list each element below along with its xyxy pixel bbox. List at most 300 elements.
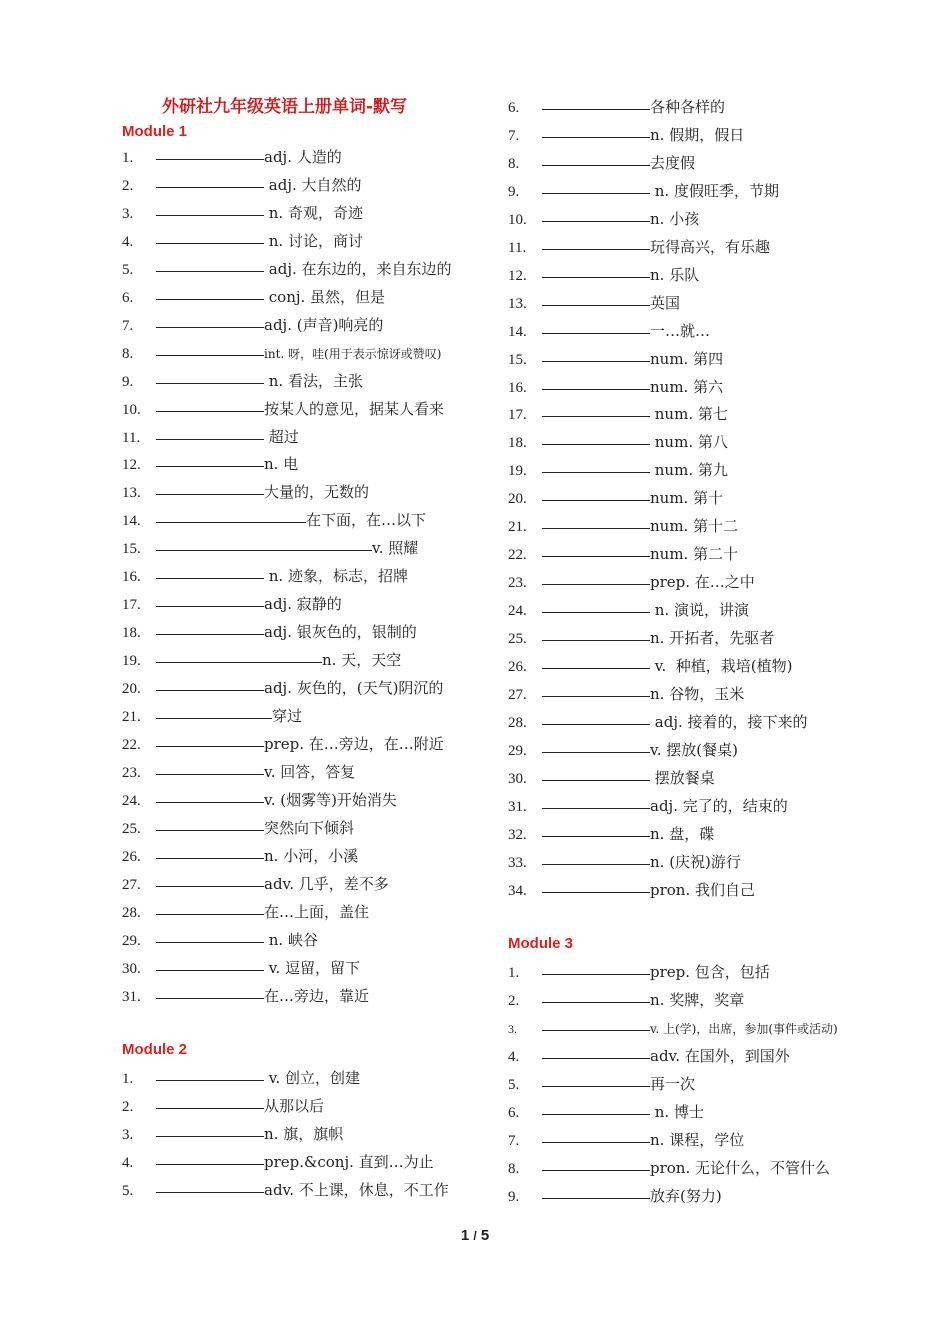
item-number: 20. bbox=[508, 491, 527, 508]
item-number: 18. bbox=[508, 435, 527, 452]
answer-blank[interactable] bbox=[542, 682, 650, 697]
item-number: 9. bbox=[508, 183, 520, 200]
item-number: 17. bbox=[122, 597, 141, 614]
item-definition: num. 第七 bbox=[650, 405, 728, 424]
item-number: 28. bbox=[508, 714, 527, 731]
answer-blank[interactable] bbox=[542, 1072, 650, 1087]
answer-blank[interactable] bbox=[156, 145, 264, 160]
item-number: 8. bbox=[122, 345, 134, 362]
vocab-item bbox=[122, 478, 369, 506]
item-number: 32. bbox=[508, 826, 527, 843]
vocab-item bbox=[122, 618, 417, 646]
vocab-item bbox=[122, 786, 397, 814]
item-number: 8. bbox=[508, 1160, 520, 1177]
item-definition: adj. 接着的，接下来的 bbox=[650, 712, 808, 731]
item-definition: prep. 在…之中 bbox=[650, 573, 755, 592]
item-definition: pron. 无论什么，不管什么 bbox=[650, 1158, 831, 1177]
answer-blank[interactable] bbox=[542, 291, 650, 306]
item-definition: adj. 完了的，结束的 bbox=[650, 796, 788, 815]
item-number: 27. bbox=[122, 876, 141, 893]
item-definition: 各种各样的 bbox=[650, 98, 726, 116]
vocab-item bbox=[122, 367, 363, 395]
vocab-item bbox=[122, 311, 383, 339]
item-definition: 突然向下倾斜 bbox=[264, 818, 355, 837]
item-number: 10. bbox=[508, 211, 527, 228]
answer-blank[interactable] bbox=[156, 816, 264, 831]
item-number: 1. bbox=[122, 150, 134, 166]
item-definition: n. 天，天空 bbox=[322, 651, 402, 670]
item-definition: 英国 bbox=[650, 293, 681, 312]
vocab-item bbox=[122, 450, 298, 478]
vocab-item bbox=[508, 792, 788, 820]
item-definition: n. 峡谷 bbox=[264, 930, 318, 949]
item-definition: v. 照耀 bbox=[372, 539, 419, 558]
vocab-item bbox=[122, 842, 358, 870]
answer-blank[interactable] bbox=[542, 151, 650, 166]
item-number: 15. bbox=[508, 351, 527, 368]
answer-blank[interactable] bbox=[542, 319, 650, 334]
answer-blank[interactable] bbox=[156, 508, 306, 523]
answer-blank[interactable] bbox=[156, 341, 264, 356]
module-heading: Module 3 bbox=[508, 935, 574, 952]
answer-blank[interactable] bbox=[542, 179, 650, 194]
item-definition: v. 逗留，留下 bbox=[264, 958, 360, 977]
vocab-item bbox=[122, 534, 418, 562]
item-number: 19. bbox=[508, 463, 527, 480]
page-current: 1 bbox=[460, 1227, 470, 1244]
item-number: 7. bbox=[122, 317, 134, 334]
page-number bbox=[0, 1227, 950, 1244]
item-definition: v. 种植，栽培(植物) bbox=[650, 657, 793, 675]
item-definition: adj. 灰色的，(天气)阴沉的 bbox=[264, 679, 444, 698]
item-definition: num. 第四 bbox=[650, 349, 724, 368]
item-number: 30. bbox=[508, 770, 527, 787]
item-definition: num. 第九 bbox=[650, 461, 728, 480]
answer-blank[interactable] bbox=[156, 620, 264, 635]
vocab-item bbox=[122, 730, 444, 758]
vocab-item bbox=[122, 954, 360, 982]
answer-blank[interactable] bbox=[156, 900, 264, 915]
answer-blank[interactable] bbox=[156, 369, 264, 384]
vocab-item bbox=[508, 317, 710, 345]
vocab-item bbox=[508, 428, 728, 456]
item-number: 28. bbox=[122, 904, 141, 921]
item-definition: num. 第十二 bbox=[650, 517, 739, 536]
vocab-item bbox=[508, 233, 770, 261]
item-number: 3. bbox=[122, 1126, 134, 1143]
answer-blank[interactable] bbox=[156, 1122, 264, 1137]
answer-blank[interactable] bbox=[156, 564, 264, 579]
item-number: 23. bbox=[122, 764, 141, 781]
answer-blank[interactable] bbox=[542, 794, 650, 809]
item-number: 6. bbox=[508, 100, 520, 116]
answer-blank[interactable] bbox=[156, 1150, 264, 1165]
item-definition: pron. 我们自己 bbox=[650, 880, 756, 899]
item-number: 30. bbox=[122, 960, 141, 977]
item-definition: n. 奖牌，奖章 bbox=[650, 990, 745, 1009]
item-definition: n. 电 bbox=[264, 455, 299, 474]
item-definition: n. 小孩 bbox=[650, 209, 700, 228]
item-number: 10. bbox=[122, 401, 141, 418]
answer-blank[interactable] bbox=[156, 229, 264, 244]
item-definition: 在…上面，盖住 bbox=[264, 902, 370, 921]
item-number: 25. bbox=[122, 820, 141, 837]
module-heading: Module 1 bbox=[122, 123, 188, 140]
answer-blank[interactable] bbox=[156, 397, 264, 412]
item-definition: n. 课程，学位 bbox=[650, 1130, 745, 1149]
answer-blank[interactable] bbox=[542, 1016, 650, 1031]
item-number: 5. bbox=[122, 1182, 134, 1199]
vocab-item bbox=[122, 1120, 343, 1148]
item-number: 11. bbox=[508, 239, 527, 256]
item-number: 7. bbox=[508, 127, 520, 144]
item-number: 2. bbox=[122, 177, 134, 194]
item-definition: v. (烟雾等)开始消失 bbox=[264, 790, 397, 809]
answer-blank[interactable] bbox=[156, 648, 322, 663]
item-definition: num. 第十 bbox=[650, 489, 724, 508]
answer-blank[interactable] bbox=[156, 1094, 264, 1109]
answer-blank[interactable] bbox=[542, 738, 650, 753]
answer-blank[interactable] bbox=[542, 570, 650, 585]
answer-blank[interactable] bbox=[156, 928, 264, 943]
vocab-item bbox=[122, 898, 369, 926]
vocab-item bbox=[508, 1126, 744, 1154]
answer-blank[interactable] bbox=[156, 313, 264, 328]
vocab-item bbox=[508, 456, 728, 484]
item-number: 4. bbox=[122, 233, 134, 250]
answer-blank[interactable] bbox=[156, 257, 264, 272]
item-definition: n. 奇观，奇迹 bbox=[264, 203, 363, 222]
vocab-item bbox=[508, 848, 741, 876]
item-number: 21. bbox=[508, 519, 527, 536]
vocab-item bbox=[508, 540, 738, 568]
item-number: 26. bbox=[508, 659, 527, 675]
item-number: 6. bbox=[508, 1104, 520, 1121]
page-separator: / bbox=[473, 1229, 477, 1243]
item-number: 23. bbox=[508, 575, 527, 592]
answer-blank[interactable] bbox=[156, 201, 264, 216]
answer-blank[interactable] bbox=[542, 1044, 650, 1059]
vocab-item bbox=[508, 1182, 722, 1210]
answer-blank[interactable] bbox=[542, 960, 650, 975]
vocab-item bbox=[508, 289, 680, 317]
answer-blank[interactable] bbox=[542, 654, 650, 669]
vocab-item bbox=[122, 395, 444, 423]
answer-blank[interactable] bbox=[156, 760, 264, 775]
answer-blank[interactable] bbox=[542, 626, 650, 641]
answer-blank[interactable] bbox=[542, 347, 650, 362]
answer-blank[interactable] bbox=[542, 598, 650, 613]
answer-blank[interactable] bbox=[156, 425, 264, 440]
item-definition: n. 旗，旗帜 bbox=[264, 1124, 344, 1143]
item-definition: int. 呀，哇(用于表示惊讶或赞叹) bbox=[264, 346, 442, 361]
answer-blank[interactable] bbox=[542, 1100, 650, 1115]
item-definition: n. 小河，小溪 bbox=[264, 846, 359, 865]
item-number: 33. bbox=[508, 854, 527, 871]
vocab-item bbox=[508, 986, 744, 1014]
item-definition: adj. (声音)响亮的 bbox=[264, 315, 384, 334]
vocab-item bbox=[508, 484, 723, 512]
vocab-item bbox=[508, 261, 699, 289]
item-definition: n. 演说，讲演 bbox=[650, 601, 749, 620]
vocab-item bbox=[122, 143, 342, 171]
answer-blank[interactable] bbox=[542, 850, 650, 865]
vocab-item bbox=[122, 506, 426, 534]
item-definition: num. 第八 bbox=[650, 433, 728, 452]
answer-blank[interactable] bbox=[542, 1128, 650, 1143]
item-definition: 玩得高兴，有乐趣 bbox=[650, 237, 771, 256]
vocab-item bbox=[122, 283, 385, 311]
answer-blank[interactable] bbox=[542, 207, 650, 222]
answer-blank[interactable] bbox=[156, 1178, 264, 1193]
vocab-item bbox=[122, 702, 302, 730]
item-definition: 大量的，无数的 bbox=[264, 483, 370, 502]
vocab-item bbox=[508, 1070, 695, 1098]
answer-blank[interactable] bbox=[542, 402, 650, 417]
item-definition: adv. 在国外，到国外 bbox=[650, 1046, 790, 1065]
item-definition: n. (庆祝)游行 bbox=[650, 852, 741, 871]
item-number: 26. bbox=[122, 848, 141, 865]
item-number: 13. bbox=[508, 295, 527, 312]
item-definition: n. 迹象，标志，招牌 bbox=[264, 567, 408, 586]
item-number: 15. bbox=[122, 541, 141, 558]
answer-blank[interactable] bbox=[542, 878, 650, 893]
vocab-item bbox=[122, 199, 363, 227]
item-definition: n. 盘，碟 bbox=[650, 824, 715, 843]
vocab-item bbox=[508, 93, 725, 121]
item-number: 29. bbox=[122, 932, 141, 949]
vocab-item bbox=[508, 149, 695, 177]
item-definition: adj. 银灰色的，银制的 bbox=[264, 623, 417, 642]
item-number: 29. bbox=[508, 742, 527, 759]
item-definition: n. 讨论，商讨 bbox=[264, 231, 363, 250]
item-definition: prep. 在…旁边，在…附近 bbox=[264, 734, 444, 753]
item-number: 24. bbox=[508, 603, 527, 620]
item-number: 5. bbox=[122, 261, 134, 278]
item-number: 18. bbox=[122, 625, 141, 642]
vocab-item bbox=[508, 205, 699, 233]
item-definition: 按某人的意见，据某人看来 bbox=[264, 399, 445, 418]
item-definition: n. 开拓者，先驱者 bbox=[650, 629, 775, 648]
item-definition: 再一次 bbox=[650, 1074, 696, 1093]
item-definition: prep. 包含，包括 bbox=[650, 963, 770, 981]
answer-blank[interactable] bbox=[156, 536, 372, 551]
vocab-item bbox=[122, 1176, 449, 1204]
item-number: 2. bbox=[122, 1098, 134, 1115]
answer-blank[interactable] bbox=[156, 452, 264, 467]
vocab-item bbox=[508, 373, 723, 401]
vocab-item bbox=[508, 680, 744, 708]
item-definition: adj. 在东边的，来自东边的 bbox=[264, 259, 452, 278]
item-number: 16. bbox=[508, 379, 527, 396]
vocab-item bbox=[508, 820, 714, 848]
vocab-item bbox=[508, 596, 749, 624]
answer-blank[interactable] bbox=[542, 486, 650, 501]
vocab-item bbox=[508, 624, 774, 652]
item-definition: adj. 人造的 bbox=[264, 148, 342, 166]
answer-blank[interactable] bbox=[156, 984, 264, 999]
item-definition: 在…旁边，靠近 bbox=[264, 986, 370, 1005]
answer-blank[interactable] bbox=[156, 788, 264, 803]
vocab-item bbox=[508, 1154, 830, 1182]
vocab-item bbox=[508, 1098, 704, 1126]
item-number: 16. bbox=[122, 569, 141, 586]
vocab-item bbox=[122, 814, 354, 842]
answer-blank[interactable] bbox=[156, 704, 272, 719]
item-number: 22. bbox=[508, 547, 527, 564]
vocab-item bbox=[508, 708, 808, 736]
vocab-item bbox=[508, 876, 755, 904]
vocab-item bbox=[122, 590, 342, 618]
item-definition: v. 摆放(餐桌) bbox=[650, 740, 738, 759]
vocab-item bbox=[122, 423, 299, 451]
answer-blank[interactable] bbox=[156, 480, 264, 495]
module-heading: Module 2 bbox=[122, 1041, 188, 1058]
item-number: 24. bbox=[122, 792, 141, 809]
vocab-item bbox=[508, 121, 744, 149]
item-definition: n. 博士 bbox=[650, 1102, 704, 1121]
item-number: 20. bbox=[122, 681, 141, 698]
item-number: 1. bbox=[122, 1071, 134, 1087]
page-total: 5 bbox=[480, 1227, 490, 1244]
answer-blank[interactable] bbox=[542, 1184, 650, 1199]
vocab-item bbox=[122, 1148, 434, 1176]
answer-blank[interactable] bbox=[542, 95, 650, 110]
item-number: 1. bbox=[508, 965, 520, 981]
item-definition: 在下面，在…以下 bbox=[306, 511, 427, 530]
item-definition: n. 看法，主张 bbox=[264, 371, 363, 390]
item-definition: prep.&conj. 直到…为止 bbox=[264, 1152, 434, 1171]
answer-blank[interactable] bbox=[156, 285, 264, 300]
vocab-item bbox=[122, 562, 408, 590]
item-definition: n. 假期，假日 bbox=[650, 125, 745, 144]
item-definition: 从那以后 bbox=[264, 1096, 325, 1115]
vocab-item bbox=[508, 958, 770, 986]
item-definition: adj. 寂静的 bbox=[264, 595, 342, 614]
answer-blank[interactable] bbox=[542, 710, 650, 725]
answer-blank[interactable] bbox=[542, 1156, 650, 1171]
vocab-item bbox=[508, 736, 738, 764]
page-title: 外研社九年级英语上册单词-默写 bbox=[162, 97, 408, 117]
answer-blank[interactable] bbox=[156, 676, 264, 691]
item-definition: v. 创立，创建 bbox=[264, 1069, 360, 1087]
item-definition: v. 回答，答复 bbox=[264, 762, 356, 781]
vocab-item bbox=[508, 177, 779, 205]
answer-blank[interactable] bbox=[156, 872, 264, 887]
answer-blank[interactable] bbox=[156, 844, 264, 859]
answer-blank[interactable] bbox=[542, 988, 650, 1003]
item-number: 34. bbox=[508, 882, 527, 899]
item-number: 8. bbox=[508, 155, 520, 172]
item-number: 13. bbox=[122, 485, 141, 502]
item-definition: adj. 大自然的 bbox=[264, 175, 362, 194]
item-number: 19. bbox=[122, 653, 141, 670]
vocab-item bbox=[508, 512, 738, 540]
vocab-item bbox=[122, 1064, 360, 1092]
item-number: 6. bbox=[122, 289, 134, 306]
vocab-item bbox=[122, 758, 355, 786]
vocab-item bbox=[508, 764, 715, 792]
item-definition: 摆放餐桌 bbox=[650, 768, 715, 787]
item-number: 3. bbox=[122, 205, 134, 222]
answer-blank[interactable] bbox=[542, 263, 650, 278]
vocab-item bbox=[508, 345, 723, 373]
item-number: 7. bbox=[508, 1132, 520, 1149]
vocab-item bbox=[122, 1092, 324, 1120]
answer-blank[interactable] bbox=[542, 458, 650, 473]
vocab-item bbox=[122, 255, 452, 283]
item-definition: 超过 bbox=[264, 427, 299, 446]
item-number: 31. bbox=[508, 798, 527, 815]
item-definition: 一…就… bbox=[650, 321, 711, 340]
item-number: 14. bbox=[508, 323, 527, 340]
item-definition: v. 上(学)，出席，参加(事件或活动) bbox=[650, 1021, 838, 1036]
vocab-item bbox=[508, 400, 728, 428]
item-number: 9. bbox=[122, 373, 134, 390]
item-definition: 去度假 bbox=[650, 153, 696, 172]
answer-blank[interactable] bbox=[156, 732, 264, 747]
vocab-item bbox=[122, 982, 369, 1010]
item-definition: num. 第六 bbox=[650, 377, 724, 396]
vocab-item bbox=[508, 1042, 790, 1070]
item-number: 12. bbox=[508, 267, 527, 284]
vocab-item bbox=[508, 568, 755, 596]
answer-blank[interactable] bbox=[156, 1066, 264, 1081]
answer-blank[interactable] bbox=[542, 235, 650, 250]
item-definition: adv. 不上课，休息，不工作 bbox=[264, 1180, 449, 1199]
item-number: 2. bbox=[508, 992, 520, 1009]
item-number: 11. bbox=[122, 429, 141, 446]
item-number: 27. bbox=[508, 686, 527, 703]
answer-blank[interactable] bbox=[156, 956, 264, 971]
item-number: 31. bbox=[122, 988, 141, 1005]
answer-blank[interactable] bbox=[542, 766, 650, 781]
item-definition: 穿过 bbox=[272, 707, 303, 725]
answer-blank[interactable] bbox=[542, 514, 650, 529]
item-definition: 放弃(努力) bbox=[650, 1186, 722, 1205]
vocab-item bbox=[122, 171, 362, 199]
vocab-item bbox=[122, 339, 441, 367]
vocab-item bbox=[122, 926, 318, 954]
item-definition: n. 谷物，玉米 bbox=[650, 684, 745, 703]
item-definition: conj. 虽然，但是 bbox=[264, 287, 386, 306]
answer-blank[interactable] bbox=[542, 542, 650, 557]
item-definition: n. 度假旺季，节期 bbox=[650, 181, 779, 200]
vocab-item bbox=[122, 870, 389, 898]
item-definition: num. 第二十 bbox=[650, 545, 739, 564]
item-number: 4. bbox=[508, 1048, 520, 1065]
item-definition: n. 乐队 bbox=[650, 265, 700, 284]
item-number: 14. bbox=[122, 513, 141, 530]
item-number: 3. bbox=[508, 1021, 517, 1036]
answer-blank[interactable] bbox=[542, 375, 650, 390]
item-number: 4. bbox=[122, 1154, 134, 1171]
vocab-item bbox=[122, 646, 401, 674]
answer-blank[interactable] bbox=[542, 822, 650, 837]
item-number: 9. bbox=[508, 1188, 520, 1205]
vocab-item bbox=[508, 1014, 838, 1042]
item-number: 17. bbox=[508, 407, 527, 424]
item-number: 22. bbox=[122, 736, 141, 753]
answer-blank[interactable] bbox=[156, 592, 264, 607]
item-number: 21. bbox=[122, 709, 141, 725]
item-definition: adv. 几乎，差不多 bbox=[264, 874, 389, 893]
answer-blank[interactable] bbox=[156, 173, 264, 188]
answer-blank[interactable] bbox=[542, 123, 650, 138]
item-number: 25. bbox=[508, 631, 527, 648]
answer-blank[interactable] bbox=[542, 430, 650, 445]
vocab-item bbox=[122, 227, 363, 255]
